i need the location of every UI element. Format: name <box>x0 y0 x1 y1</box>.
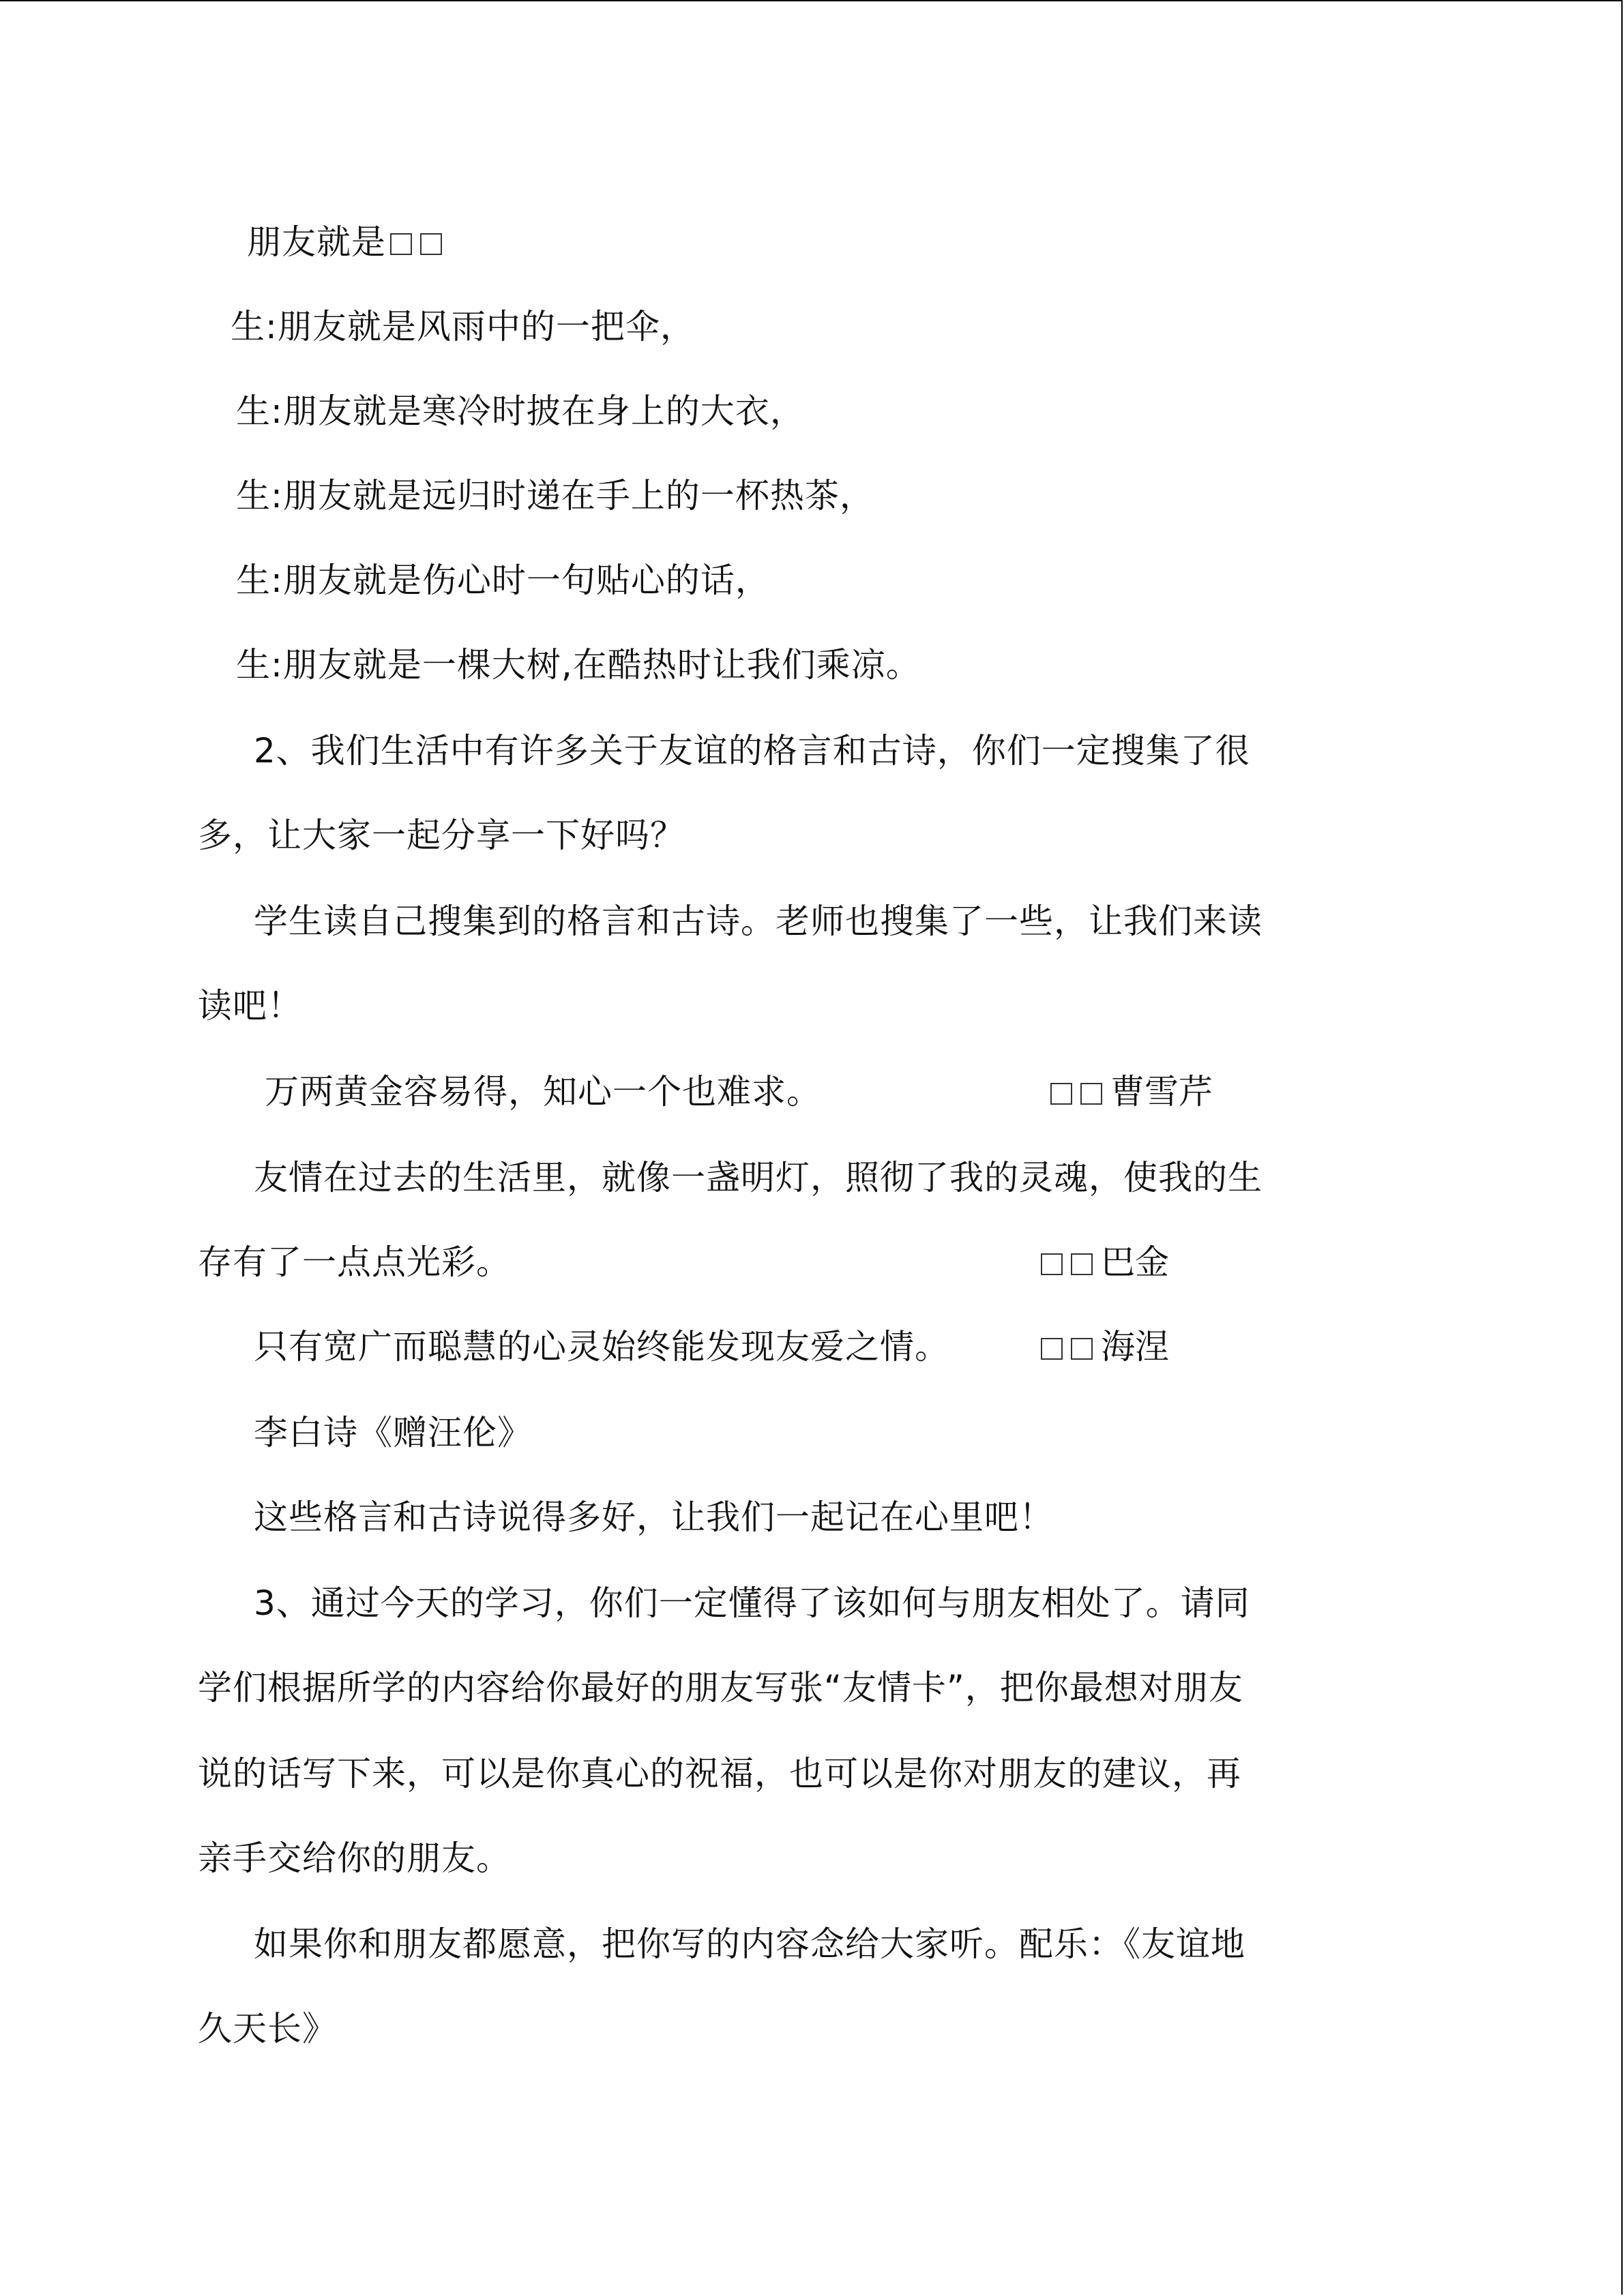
placeholder-box-icon <box>1071 1253 1093 1275</box>
text-line: 友情在过去的生活里，就像一盏明灯，照彻了我的灵魂，使我的生 <box>254 1158 1263 1197</box>
text-line: 多，让大家一起分享一下好吗？ <box>198 816 685 855</box>
attribution-name: 巴金 <box>1101 1242 1169 1282</box>
placeholder-box-icon <box>1050 1083 1072 1105</box>
line-text: 朋友就是 <box>247 222 386 262</box>
text-line: 读吧！ <box>198 986 302 1026</box>
text-line: 生:朋友就是伤心时一句贴心的话， <box>236 561 770 600</box>
text-line: 这些格言和古诗说得多好，让我们一起记在心里吧！ <box>254 1497 1054 1537</box>
attribution-name: 海涅 <box>1101 1327 1169 1367</box>
quote-attribution <box>1050 1071 1213 1113</box>
quote-line: 只有宽广而聪慧的心灵始终能发现友爱之情。 <box>254 1327 949 1367</box>
text-line: 如果你和朋友都愿意，把你写的内容念给大家听。配乐：《友谊地 <box>254 1924 1245 1964</box>
placeholder-box-icon <box>420 233 442 255</box>
text-line: 2、我们生活中有许多关于友谊的格言和古诗，你们一定搜集了很 <box>254 731 1250 771</box>
text-line: 生:朋友就是远归时递在手上的一杯热茶， <box>236 476 874 516</box>
placeholder-box-icon <box>1041 1253 1063 1275</box>
text-line: 久天长》 <box>198 2009 337 2048</box>
text-line: 说的话写下来，可以是你真心的祝福，也可以是你对朋友的建议，再 <box>198 1754 1241 1793</box>
text-line: 生:朋友就是一棵大树,在酷热时让我们乘凉。 <box>236 645 921 685</box>
text-line: 生:朋友就是寒冷时披在身上的大衣， <box>236 391 805 431</box>
quote-line: 万两黄金容易得，知心一个也难求。 <box>265 1072 821 1112</box>
text-line: 学们根据所学的内容给你最好的朋友写张“友情卡”，把你最想对朋友 <box>198 1668 1243 1708</box>
placeholder-box-icon <box>390 233 412 255</box>
text-line: 生:朋友就是风雨中的一把伞， <box>231 307 695 346</box>
placeholder-box-icon <box>1041 1338 1063 1360</box>
attribution-name: 曹雪芹 <box>1110 1072 1213 1112</box>
quote-attribution <box>1041 1241 1169 1283</box>
text-line: 3、通过今天的学习，你们一定懂得了该如何与朋友相处了。请同 <box>254 1583 1250 1623</box>
text-line: 存有了一点点光彩。 <box>198 1242 511 1282</box>
text-line <box>247 221 450 263</box>
text-line: 李白诗《赠汪伦》 <box>254 1413 532 1452</box>
placeholder-box-icon <box>1071 1338 1093 1360</box>
text-line: 亲手交给你的朋友。 <box>198 1838 511 1878</box>
text-line: 学生读自己搜集到的格言和古诗。老师也搜集了一些，让我们来读 <box>254 901 1263 941</box>
placeholder-box-icon <box>1080 1083 1102 1105</box>
quote-attribution <box>1041 1326 1169 1368</box>
